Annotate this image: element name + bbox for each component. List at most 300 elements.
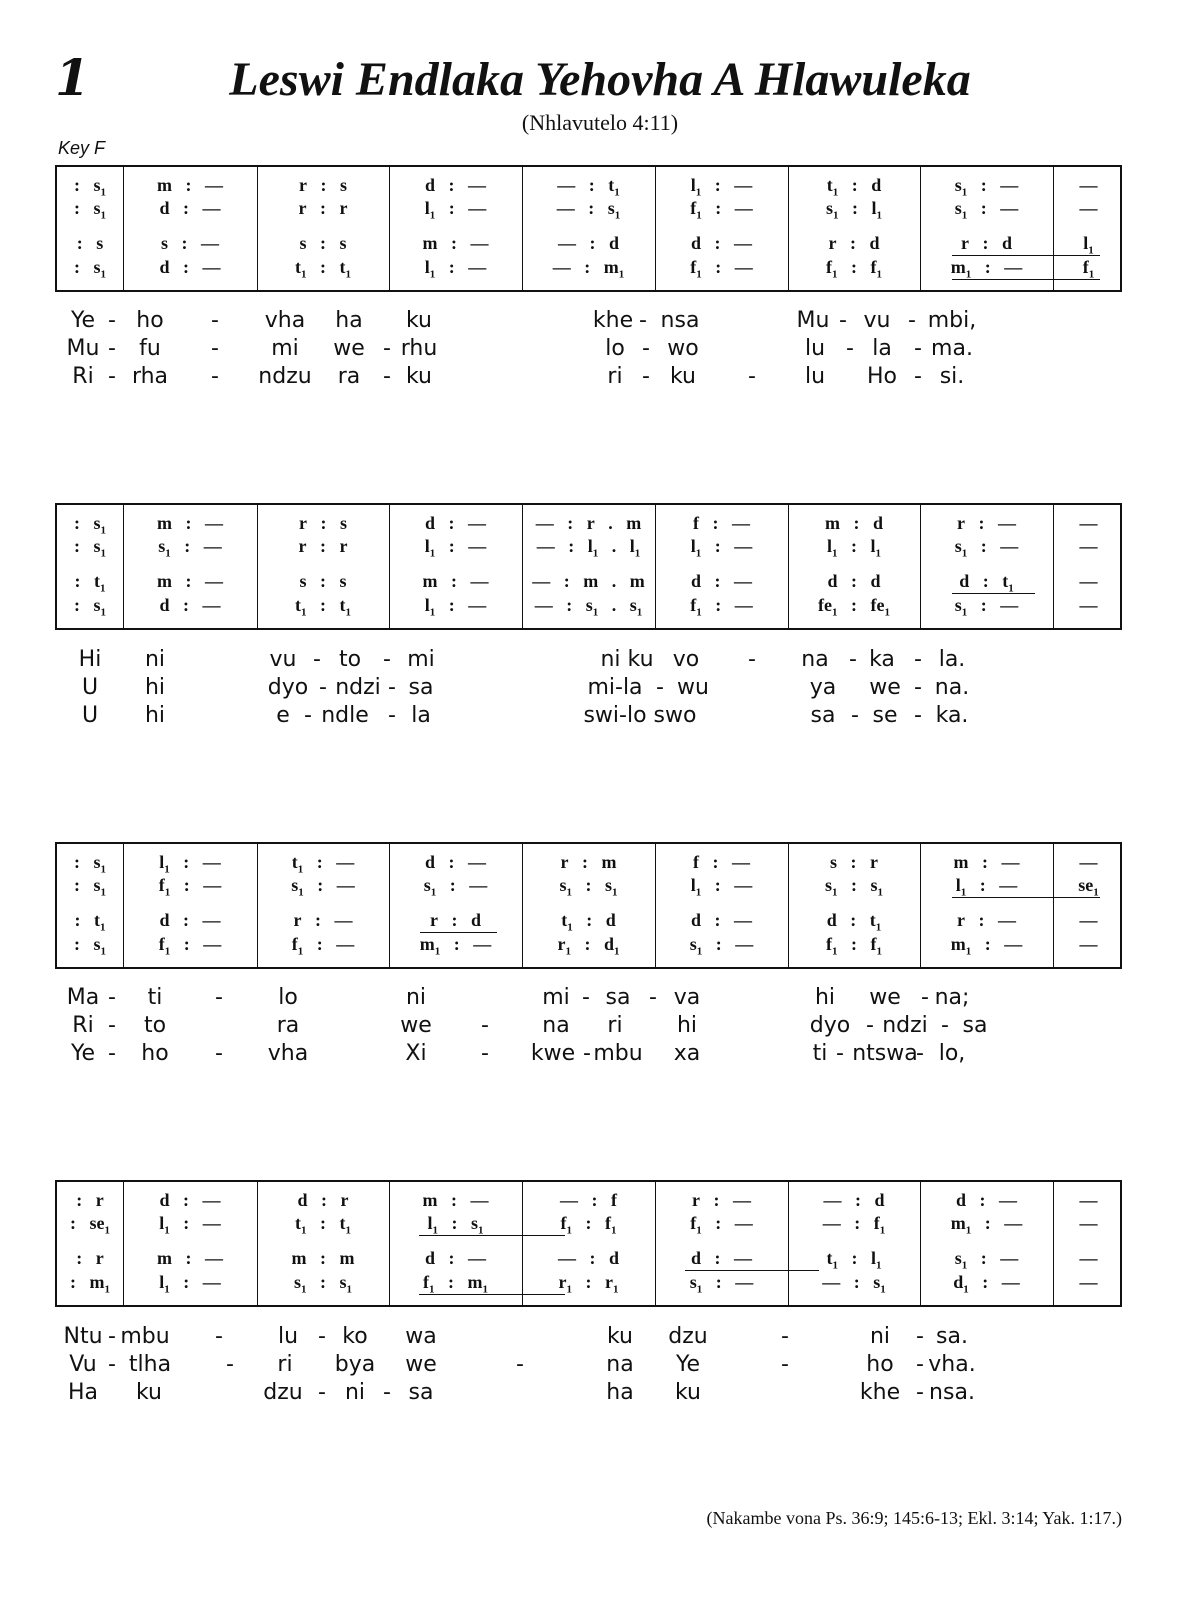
score-system bbox=[55, 165, 1122, 292]
lyric-syllable: we bbox=[869, 675, 901, 700]
slur-underline bbox=[952, 279, 1100, 280]
lyric-line bbox=[55, 985, 1122, 1013]
note-cell: s : s bbox=[299, 233, 347, 253]
note-cell: d : — bbox=[690, 1248, 752, 1268]
note-cell: — : $s_1$ . $s_1$ bbox=[534, 595, 643, 619]
lyric-syllable: sa bbox=[408, 1380, 434, 1405]
lyric-syllable: Vu bbox=[69, 1352, 97, 1377]
lyric-syllable: rha bbox=[131, 364, 169, 389]
note-cell: : $s_1$ bbox=[74, 852, 106, 876]
note-cell: d : — bbox=[690, 910, 752, 930]
lyric-syllable: - bbox=[941, 1013, 949, 1038]
lyric-syllable: khe bbox=[859, 1380, 901, 1405]
note-cell: $s_1$ : — bbox=[954, 198, 1019, 222]
note-cell: $l_1$ : $s_1$ bbox=[427, 1213, 484, 1237]
lyric-syllable: rhu bbox=[400, 336, 438, 361]
lyric-syllable: - bbox=[642, 336, 650, 361]
lyric-syllable: - bbox=[914, 703, 922, 728]
lyric-syllable: ka. bbox=[935, 703, 969, 728]
lyric-syllable: - bbox=[383, 647, 391, 672]
lyric-syllable: - bbox=[916, 1380, 924, 1405]
lyric-line bbox=[55, 1013, 1122, 1041]
note-cell: m : — bbox=[157, 1248, 223, 1268]
lyric-syllable: - bbox=[839, 308, 847, 333]
lyric-syllable: vha bbox=[264, 308, 306, 333]
slur-underline bbox=[952, 897, 1100, 898]
lyric-syllable: si. bbox=[939, 364, 965, 389]
note-cell: $s_1$ : — bbox=[954, 595, 1019, 619]
lyric-syllable: lu bbox=[804, 336, 826, 361]
lyric-syllable: ku bbox=[606, 1324, 634, 1349]
lyric-syllable: - bbox=[914, 336, 922, 361]
lyric-syllable: khe bbox=[592, 308, 634, 333]
lyric-syllable: xa bbox=[673, 1041, 701, 1066]
note-cell: d : — bbox=[159, 257, 221, 277]
note-cell: d : — bbox=[424, 175, 486, 195]
note-cell: $f_1$ : — bbox=[158, 875, 222, 899]
lyric-syllable: ka bbox=[869, 647, 895, 672]
note-cell: — : m . m bbox=[532, 571, 645, 591]
lyric-syllable: wo bbox=[667, 336, 699, 361]
lyric-syllable: mi bbox=[542, 985, 570, 1010]
lyric-syllable: vha. bbox=[928, 1352, 976, 1377]
lyric-syllable: - bbox=[914, 647, 922, 672]
lyric-syllable: sa. bbox=[936, 1324, 968, 1349]
lyric-syllable: wu bbox=[677, 675, 709, 700]
note-cell: $l_1$ : — bbox=[690, 536, 753, 560]
note-cell: — : f bbox=[560, 1190, 617, 1210]
note-cell: r : — bbox=[957, 910, 1016, 930]
lyric-syllable: - bbox=[226, 1352, 234, 1377]
lyric-syllable: swo bbox=[653, 703, 697, 728]
note-cell: : $s_1$ bbox=[74, 595, 106, 619]
lyric-syllable: - bbox=[642, 364, 650, 389]
lyric-syllable: - bbox=[108, 1352, 116, 1377]
lyric-syllable: hi bbox=[144, 703, 166, 728]
lyric-syllable: na bbox=[542, 1013, 570, 1038]
lyric-line bbox=[55, 1041, 1122, 1069]
slur-underline bbox=[952, 255, 1100, 256]
lyric-syllable: - bbox=[851, 703, 859, 728]
note-cell: d : $t_1$ bbox=[959, 571, 1014, 595]
lyric-syllable: - bbox=[639, 308, 647, 333]
lyric-syllable: ti bbox=[812, 1041, 828, 1066]
note-cell: m : d bbox=[825, 513, 883, 533]
lyric-syllable: ra bbox=[276, 1013, 300, 1038]
note-cell: d : r bbox=[297, 1190, 349, 1210]
note-cell: $s_1$ : — bbox=[689, 934, 754, 958]
note-cell: $s_1$ : — bbox=[158, 536, 222, 560]
note-cell: m : m bbox=[291, 1248, 355, 1268]
note-cell: f : — bbox=[693, 513, 750, 533]
hymn-number: 1 bbox=[55, 48, 90, 107]
note-cell: — : $l_1$ . $l_1$ bbox=[536, 536, 641, 560]
note-cell: — bbox=[1079, 175, 1098, 195]
lyric-syllable: la bbox=[872, 336, 892, 361]
score-system bbox=[55, 503, 1122, 630]
lyric-syllable: swi-lo bbox=[583, 703, 647, 728]
note-cell: $m_1$ : — bbox=[419, 934, 492, 958]
note-cell: d : $t_1$ bbox=[826, 910, 882, 934]
note-cell: d : — bbox=[159, 910, 221, 930]
lyric-syllable: lo bbox=[278, 985, 298, 1010]
lyric-syllable: - bbox=[215, 1324, 223, 1349]
note-cell: $f_1$ : $m_1$ bbox=[423, 1272, 488, 1296]
note-cell: f : — bbox=[693, 852, 750, 872]
lyric-syllable: ndzi bbox=[882, 1013, 928, 1038]
note-cell: : $s_1$ bbox=[74, 175, 106, 199]
lyric-syllable: ku bbox=[669, 364, 697, 389]
lyric-syllable: - bbox=[211, 364, 219, 389]
lyric-syllable: - bbox=[383, 336, 391, 361]
lyric-syllable: Ha bbox=[67, 1380, 99, 1405]
lyric-syllable: sa bbox=[810, 703, 836, 728]
note-cell: $t_1$ : $t_1$ bbox=[295, 257, 351, 281]
lyric-line bbox=[55, 675, 1122, 703]
lyric-syllable: vha bbox=[267, 1041, 309, 1066]
note-cell: $m_1$ : — bbox=[950, 257, 1023, 281]
lyric-syllable: dyo bbox=[267, 675, 309, 700]
note-cell: : $m_1$ bbox=[70, 1272, 110, 1296]
lyric-syllable: ri bbox=[277, 1352, 293, 1377]
lyric-syllable: Ho bbox=[866, 364, 898, 389]
note-cell: d : — bbox=[424, 1248, 486, 1268]
scripture-reference: (Nhlavutelo 4:11) bbox=[521, 110, 679, 135]
note-cell: $d_1$ : — bbox=[953, 1272, 1020, 1296]
lyric-syllable: to bbox=[143, 1013, 167, 1038]
note-cell: m : — bbox=[157, 571, 223, 591]
note-cell: — : r . m bbox=[535, 513, 642, 533]
lyric-syllable: ku bbox=[674, 1380, 702, 1405]
lyric-syllable: - bbox=[481, 1041, 489, 1066]
note-cell: r : r bbox=[298, 198, 348, 218]
lyric-syllable: Ye bbox=[675, 1352, 701, 1377]
note-cell: $fe_1$ : $fe_1$ bbox=[818, 595, 890, 619]
note-cell: : $t_1$ bbox=[74, 910, 106, 934]
lyric-syllable: - bbox=[319, 675, 327, 700]
lyric-syllable: na bbox=[801, 647, 829, 672]
lyric-syllable: - bbox=[916, 1352, 924, 1377]
note-cell: d : — bbox=[424, 513, 486, 533]
lyric-syllable: - bbox=[108, 1041, 116, 1066]
lyric-syllable: ha bbox=[606, 1380, 634, 1405]
note-cell: r : s bbox=[299, 513, 347, 533]
note-cell: $t_1$ : — bbox=[291, 852, 355, 876]
lyric-syllable: ku bbox=[405, 308, 433, 333]
lyric-syllable: - bbox=[914, 675, 922, 700]
lyric-syllable: dzu bbox=[263, 1380, 303, 1405]
note-cell: d : — bbox=[690, 571, 752, 591]
note-cell: $l_1$ : $l_1$ bbox=[826, 536, 881, 560]
note-cell: — : d bbox=[557, 233, 619, 253]
note-cell: $l_1$ : — bbox=[955, 875, 1018, 899]
note-cell: : $se_1$ bbox=[70, 1213, 110, 1237]
lyric-syllable: mbu bbox=[593, 1041, 643, 1066]
lyric-syllable: ha bbox=[335, 308, 363, 333]
lyric-syllable: ni bbox=[344, 1380, 366, 1405]
note-cell: $s_1$ : — bbox=[291, 875, 355, 899]
lyric-syllable: - bbox=[388, 703, 396, 728]
lyric-syllable: - bbox=[108, 1324, 116, 1349]
note-cell: — bbox=[1079, 910, 1098, 930]
note-cell: $s_1$ : $l_1$ bbox=[825, 198, 882, 222]
note-cell: d : — bbox=[159, 595, 221, 615]
lyric-syllable: - bbox=[656, 675, 664, 700]
note-cell: d : — bbox=[690, 233, 752, 253]
lyric-syllable: lu bbox=[277, 1324, 299, 1349]
lyric-syllable: se bbox=[872, 703, 898, 728]
lyric-syllable: la bbox=[411, 703, 431, 728]
note-cell: $f_1$ : — bbox=[158, 934, 222, 958]
note-cell: — : $m_1$ bbox=[552, 257, 625, 281]
key-signature: Key F bbox=[58, 138, 106, 158]
lyric-syllable: ni bbox=[144, 647, 166, 672]
lyric-syllable: Ntu bbox=[63, 1324, 103, 1349]
note-cell: $f_1$ : $f_1$ bbox=[826, 934, 882, 958]
note-cell: $l_1$ : — bbox=[424, 536, 487, 560]
lyric-syllable: ku bbox=[405, 364, 433, 389]
lyric-syllable: - bbox=[383, 1380, 391, 1405]
lyric-syllable: - bbox=[388, 675, 396, 700]
lyric-line bbox=[55, 647, 1122, 675]
lyric-syllable: ma. bbox=[931, 336, 973, 361]
note-cell: $s_1$ : — bbox=[689, 1272, 754, 1296]
lyric-syllable: Mu bbox=[66, 336, 100, 361]
lyric-syllable: mbu bbox=[120, 1324, 170, 1349]
lyric-syllable: e bbox=[276, 703, 290, 728]
note-cell: $f_1$ bbox=[1082, 257, 1095, 281]
lyric-syllable: - bbox=[866, 1013, 874, 1038]
note-cell: — bbox=[1079, 852, 1098, 872]
lyric-line bbox=[55, 336, 1122, 364]
lyric-syllable: - bbox=[583, 1041, 591, 1066]
note-cell: r : d bbox=[430, 910, 481, 930]
note-cell: $t_1$ : d bbox=[826, 175, 882, 199]
lyric-line bbox=[55, 1324, 1122, 1352]
note-cell: $f_1$ : $f_1$ bbox=[560, 1213, 617, 1237]
note-cell: $s_1$ : $s_1$ bbox=[559, 875, 618, 899]
lyric-syllable: - bbox=[748, 364, 756, 389]
lyric-syllable: - bbox=[211, 308, 219, 333]
note-cell: r : r bbox=[298, 536, 348, 556]
note-cell: $t_1$ : d bbox=[561, 910, 616, 934]
slur-underline bbox=[685, 1270, 819, 1271]
lyric-syllable: Ye bbox=[70, 308, 96, 333]
note-cell: — bbox=[1079, 1190, 1098, 1210]
lyric-syllable: dyo bbox=[809, 1013, 851, 1038]
note-cell: : r bbox=[76, 1248, 104, 1268]
lyric-syllable: - bbox=[916, 1041, 924, 1066]
note-cell: d : — bbox=[159, 198, 221, 218]
note-cell: $l_1$ : — bbox=[159, 1272, 221, 1296]
hymn-title: Leswi Endlaka Yehovha A Hlawuleka bbox=[229, 53, 971, 106]
lyric-syllable: kwe bbox=[530, 1041, 576, 1066]
lyric-syllable: hi bbox=[814, 985, 836, 1010]
note-cell: $l_1$ : — bbox=[690, 875, 753, 899]
lyric-syllable: Ri bbox=[72, 1013, 94, 1038]
lyric-syllable: va bbox=[673, 985, 701, 1010]
lyric-line bbox=[55, 703, 1122, 731]
note-cell: r : — bbox=[692, 1190, 751, 1210]
note-cell: : r bbox=[76, 1190, 104, 1210]
lyric-line bbox=[55, 1380, 1122, 1408]
lyric-syllable: sa bbox=[962, 1013, 988, 1038]
lyric-syllable: ri bbox=[607, 1013, 623, 1038]
lyric-syllable: hi bbox=[676, 1013, 698, 1038]
note-cell: : $s_1$ bbox=[74, 536, 106, 560]
note-cell: $r_1$ : $d_1$ bbox=[557, 934, 620, 958]
lyric-syllable: - bbox=[215, 985, 223, 1010]
lyric-syllable: - bbox=[836, 1041, 844, 1066]
note-cell: : $s_1$ bbox=[74, 875, 106, 899]
lyric-syllable: - bbox=[649, 985, 657, 1010]
note-cell: — : $s_1$ bbox=[822, 1272, 886, 1296]
lyric-syllable: - bbox=[582, 985, 590, 1010]
lyric-syllable: mi bbox=[271, 336, 299, 361]
lyric-syllable: - bbox=[211, 336, 219, 361]
note-cell: — bbox=[1079, 1213, 1098, 1233]
lyric-syllable: sa bbox=[605, 985, 631, 1010]
lyric-syllable: - bbox=[108, 985, 116, 1010]
note-cell: $f_1$ : — bbox=[690, 257, 753, 281]
lyric-syllable: ho bbox=[141, 1041, 169, 1066]
lyric-syllable: - bbox=[313, 647, 321, 672]
note-cell: $s_1$ : — bbox=[954, 536, 1019, 560]
lyric-syllable: we bbox=[400, 1013, 432, 1038]
lyric-syllable: - bbox=[108, 308, 116, 333]
lyric-syllable: Hi bbox=[78, 647, 102, 672]
lyric-syllable: - bbox=[781, 1352, 789, 1377]
slur-underline bbox=[420, 932, 497, 933]
note-cell: $s_1$ : $s_1$ bbox=[824, 875, 883, 899]
note-cell: — bbox=[1079, 513, 1098, 533]
lyric-syllable: U bbox=[81, 703, 99, 728]
lyric-line bbox=[55, 308, 1122, 336]
lyric-syllable: ho bbox=[866, 1352, 894, 1377]
lyric-syllable: Ma bbox=[66, 985, 100, 1010]
lyric-syllable: mbi, bbox=[927, 308, 977, 333]
note-cell: $l_1$ : — bbox=[424, 595, 487, 619]
note-cell: $l_1$ : — bbox=[424, 198, 487, 222]
lyric-syllable: na bbox=[606, 1352, 634, 1377]
note-cell: m : — bbox=[422, 571, 489, 591]
note-cell: r : d bbox=[828, 233, 880, 253]
lyric-syllable: lo, bbox=[938, 1041, 966, 1066]
note-cell: $s_1$ : $s_1$ bbox=[293, 1272, 352, 1296]
note-cell: $f_1$ : — bbox=[690, 1213, 753, 1237]
note-cell: $l_1$ : — bbox=[159, 852, 221, 876]
note-cell: : $s_1$ bbox=[74, 257, 106, 281]
lyric-syllable: ndzi bbox=[335, 675, 381, 700]
note-cell: $s_1$ : — bbox=[954, 175, 1019, 199]
lyric-syllable: Ri bbox=[72, 364, 94, 389]
note-cell: r : s bbox=[299, 175, 347, 195]
lyric-syllable: bya bbox=[334, 1352, 376, 1377]
note-cell: m : — bbox=[422, 233, 489, 253]
note-cell: m : — bbox=[157, 513, 223, 533]
lyric-syllable: - bbox=[215, 1041, 223, 1066]
note-cell: $s_1$ : — bbox=[423, 875, 488, 899]
note-cell: $l_1$ : — bbox=[159, 1213, 221, 1237]
lyric-syllable: Ye bbox=[70, 1041, 96, 1066]
lyric-syllable: we bbox=[333, 336, 365, 361]
note-cell: — : d bbox=[557, 1248, 619, 1268]
lyric-syllable: ndzu bbox=[258, 364, 312, 389]
lyric-syllable: la. bbox=[938, 647, 966, 672]
lyric-syllable: to bbox=[338, 647, 362, 672]
lyric-syllable: fu bbox=[139, 336, 161, 361]
lyric-syllable: - bbox=[908, 308, 916, 333]
lyric-syllable: ntswa bbox=[852, 1041, 918, 1066]
note-cell: $t_1$ : $t_1$ bbox=[295, 1213, 351, 1237]
lyric-syllable: we bbox=[405, 1352, 437, 1377]
lyric-syllable: Xi bbox=[405, 1041, 427, 1066]
lyric-syllable: we bbox=[869, 985, 901, 1010]
footnote-references: (Nakambe vona Ps. 36:9; 145:6-13; Ekl. 3:14; Yak. 1:17.) bbox=[706, 1508, 1122, 1528]
slur-underline bbox=[419, 1294, 565, 1295]
note-cell: : s bbox=[76, 233, 104, 253]
note-cell: r : m bbox=[560, 852, 617, 872]
note-cell: — bbox=[1079, 934, 1098, 954]
note-cell: $t_1$ : $l_1$ bbox=[826, 1248, 882, 1272]
note-cell: m : — bbox=[953, 852, 1020, 872]
note-cell: — bbox=[1079, 1272, 1098, 1292]
lyric-syllable: ra bbox=[337, 364, 361, 389]
lyric-syllable: ni ku bbox=[600, 647, 654, 672]
lyric-syllable: - bbox=[516, 1352, 524, 1377]
note-cell: r : — bbox=[957, 513, 1016, 533]
slur-underline bbox=[952, 593, 1035, 594]
lyric-syllable: - bbox=[481, 1013, 489, 1038]
note-cell: — bbox=[1079, 536, 1098, 556]
lyric-syllable: ho bbox=[136, 308, 164, 333]
note-cell: — : $f_1$ bbox=[822, 1213, 886, 1237]
lyric-syllable: - bbox=[781, 1324, 789, 1349]
slur-underline bbox=[419, 1235, 565, 1236]
note-cell: — : $s_1$ bbox=[556, 198, 621, 222]
lyric-syllable: - bbox=[318, 1324, 326, 1349]
note-cell: $f_1$ : — bbox=[690, 595, 753, 619]
lyric-syllable: hi bbox=[144, 675, 166, 700]
lyric-syllable: - bbox=[921, 985, 929, 1010]
note-cell: — bbox=[1079, 1248, 1098, 1268]
lyric-syllable: Mu bbox=[796, 308, 830, 333]
lyric-syllable: vu bbox=[269, 647, 297, 672]
lyric-syllable: ri bbox=[607, 364, 623, 389]
lyric-syllable: - bbox=[108, 364, 116, 389]
lyric-syllable: ni bbox=[405, 985, 427, 1010]
note-cell: d : — bbox=[424, 852, 486, 872]
note-cell: $se_1$ bbox=[1078, 875, 1099, 899]
lyric-syllable: vo bbox=[672, 647, 700, 672]
lyric-syllable: - bbox=[108, 1013, 116, 1038]
lyric-syllable: lu bbox=[804, 364, 826, 389]
lyric-syllable: nsa bbox=[660, 308, 700, 333]
lyric-line bbox=[55, 1352, 1122, 1380]
lyric-syllable: na. bbox=[934, 675, 970, 700]
lyric-syllable: - bbox=[748, 647, 756, 672]
note-cell: $m_1$ : — bbox=[950, 1213, 1023, 1237]
note-cell: $m_1$ : — bbox=[950, 934, 1023, 958]
note-cell: d : d bbox=[827, 571, 881, 591]
lyric-syllable: ni bbox=[869, 1324, 891, 1349]
lyric-syllable: na; bbox=[934, 985, 970, 1010]
note-cell: r : — bbox=[293, 910, 353, 930]
lyric-syllable: - bbox=[916, 1324, 924, 1349]
note-cell: — bbox=[1079, 595, 1098, 615]
lyric-line bbox=[55, 364, 1122, 392]
note-cell: : $t_1$ bbox=[74, 571, 106, 595]
